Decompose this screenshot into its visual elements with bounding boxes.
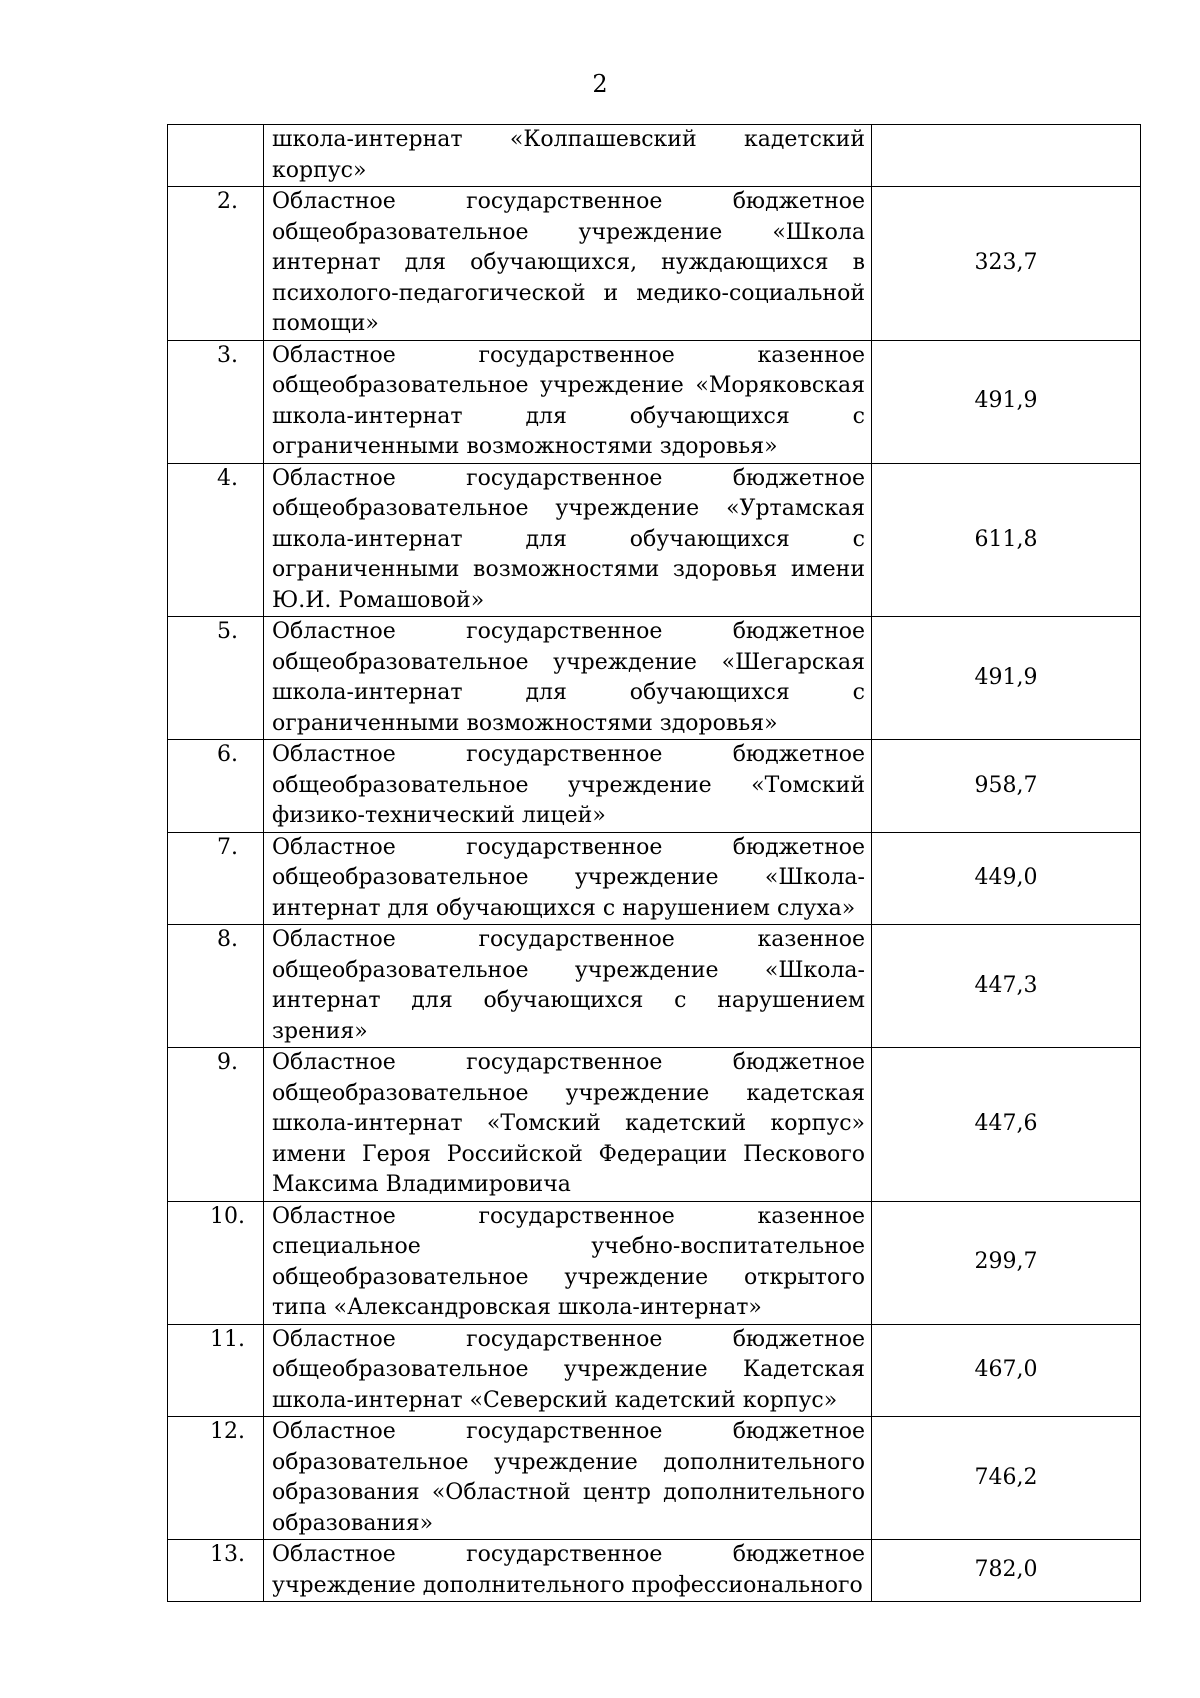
amount-value: 491,9 (872, 617, 1141, 740)
row-number: 3. (168, 340, 264, 463)
institution-name: Областное государственное бюджетное общеобразовательное учреждение «Школа интернат для обучающихся, нуждающихся в психолого-педагогической и медико-социальной помощи» (264, 187, 872, 341)
table-row (168, 187, 1141, 341)
row-number: 5. (168, 617, 264, 740)
institution-name: Областное государственное бюджетное общеобразовательное учреждение «Шегарская школа-интернат для обучающихся с ограниченными возможностями здоровья» (264, 617, 872, 740)
institution-name: Областное государственное казенное общеобразовательное учреждение «Школа-интернат для обучающихся с нарушением зрения» (264, 925, 872, 1048)
institution-name: Областное государственное казенное общеобразовательное учреждение «Моряковская школа-интернат для обучающихся с ограниченными возможностями здоровья» (264, 340, 872, 463)
table-row (168, 125, 1141, 187)
institutions-table (167, 124, 1141, 1602)
row-number: 7. (168, 832, 264, 925)
amount-value: 299,7 (872, 1201, 1141, 1324)
table-row (168, 832, 1141, 925)
row-number: 2. (168, 187, 264, 341)
row-number (168, 125, 264, 187)
row-number: 6. (168, 740, 264, 833)
amount-value: 782,0 (872, 1540, 1141, 1602)
row-number: 8. (168, 925, 264, 1048)
amount-value: 467,0 (872, 1324, 1141, 1417)
institution-name: Областное государственное бюджетное образовательное учреждение дополнительного образования «Областной центр дополнительного образования» (264, 1417, 872, 1540)
row-number: 4. (168, 463, 264, 617)
row-number: 10. (168, 1201, 264, 1324)
amount-value: 746,2 (872, 1417, 1141, 1540)
amount-value: 447,6 (872, 1048, 1141, 1202)
institution-name: Областное государственное бюджетное общеобразовательное учреждение кадетская школа-интернат «Томский кадетский корпус» имени Героя Российской Федерации Пескового Максима Владимировича (264, 1048, 872, 1202)
amount-value (872, 125, 1141, 187)
institution-name: Областное государственное бюджетное учреждение дополнительного профессионального (264, 1540, 872, 1602)
table-row (168, 340, 1141, 463)
institution-name: Областное государственное бюджетное общеобразовательное учреждение «Школа-интернат для обучающихся с нарушением слуха» (264, 832, 872, 925)
amount-value: 447,3 (872, 925, 1141, 1048)
amount-value: 323,7 (872, 187, 1141, 341)
institution-name: Областное государственное бюджетное общеобразовательное учреждение Кадетская школа-интернат «Северский кадетский корпус» (264, 1324, 872, 1417)
institution-name: школа-интернат «Колпашевский кадетский корпус» (264, 125, 872, 187)
row-number: 9. (168, 1048, 264, 1202)
row-number: 13. (168, 1540, 264, 1602)
institution-name: Областное государственное бюджетное общеобразовательное учреждение «Уртамская школа-интернат для обучающихся с ограниченными возможностями здоровья имени Ю.И. Ромашовой» (264, 463, 872, 617)
amount-value: 958,7 (872, 740, 1141, 833)
institution-name: Областное государственное бюджетное общеобразовательное учреждение «Томский физико-технический лицей» (264, 740, 872, 833)
institution-name: Областное государственное казенное специальное учебно-воспитательное общеобразовательное учреждение открытого типа «Александровская школа-интернат» (264, 1201, 872, 1324)
amount-value: 449,0 (872, 832, 1141, 925)
table-row (168, 740, 1141, 833)
row-number: 11. (168, 1324, 264, 1417)
amount-value: 611,8 (872, 463, 1141, 617)
page-number: 2 (592, 70, 608, 98)
table-row (168, 925, 1141, 1048)
amount-value: 491,9 (872, 340, 1141, 463)
table-row (168, 1201, 1141, 1324)
row-number: 12. (168, 1417, 264, 1540)
table-row (168, 1324, 1141, 1417)
table-row (168, 1417, 1141, 1540)
table-row (168, 617, 1141, 740)
table-row (168, 1540, 1141, 1602)
table-row (168, 1048, 1141, 1202)
table-row (168, 463, 1141, 617)
